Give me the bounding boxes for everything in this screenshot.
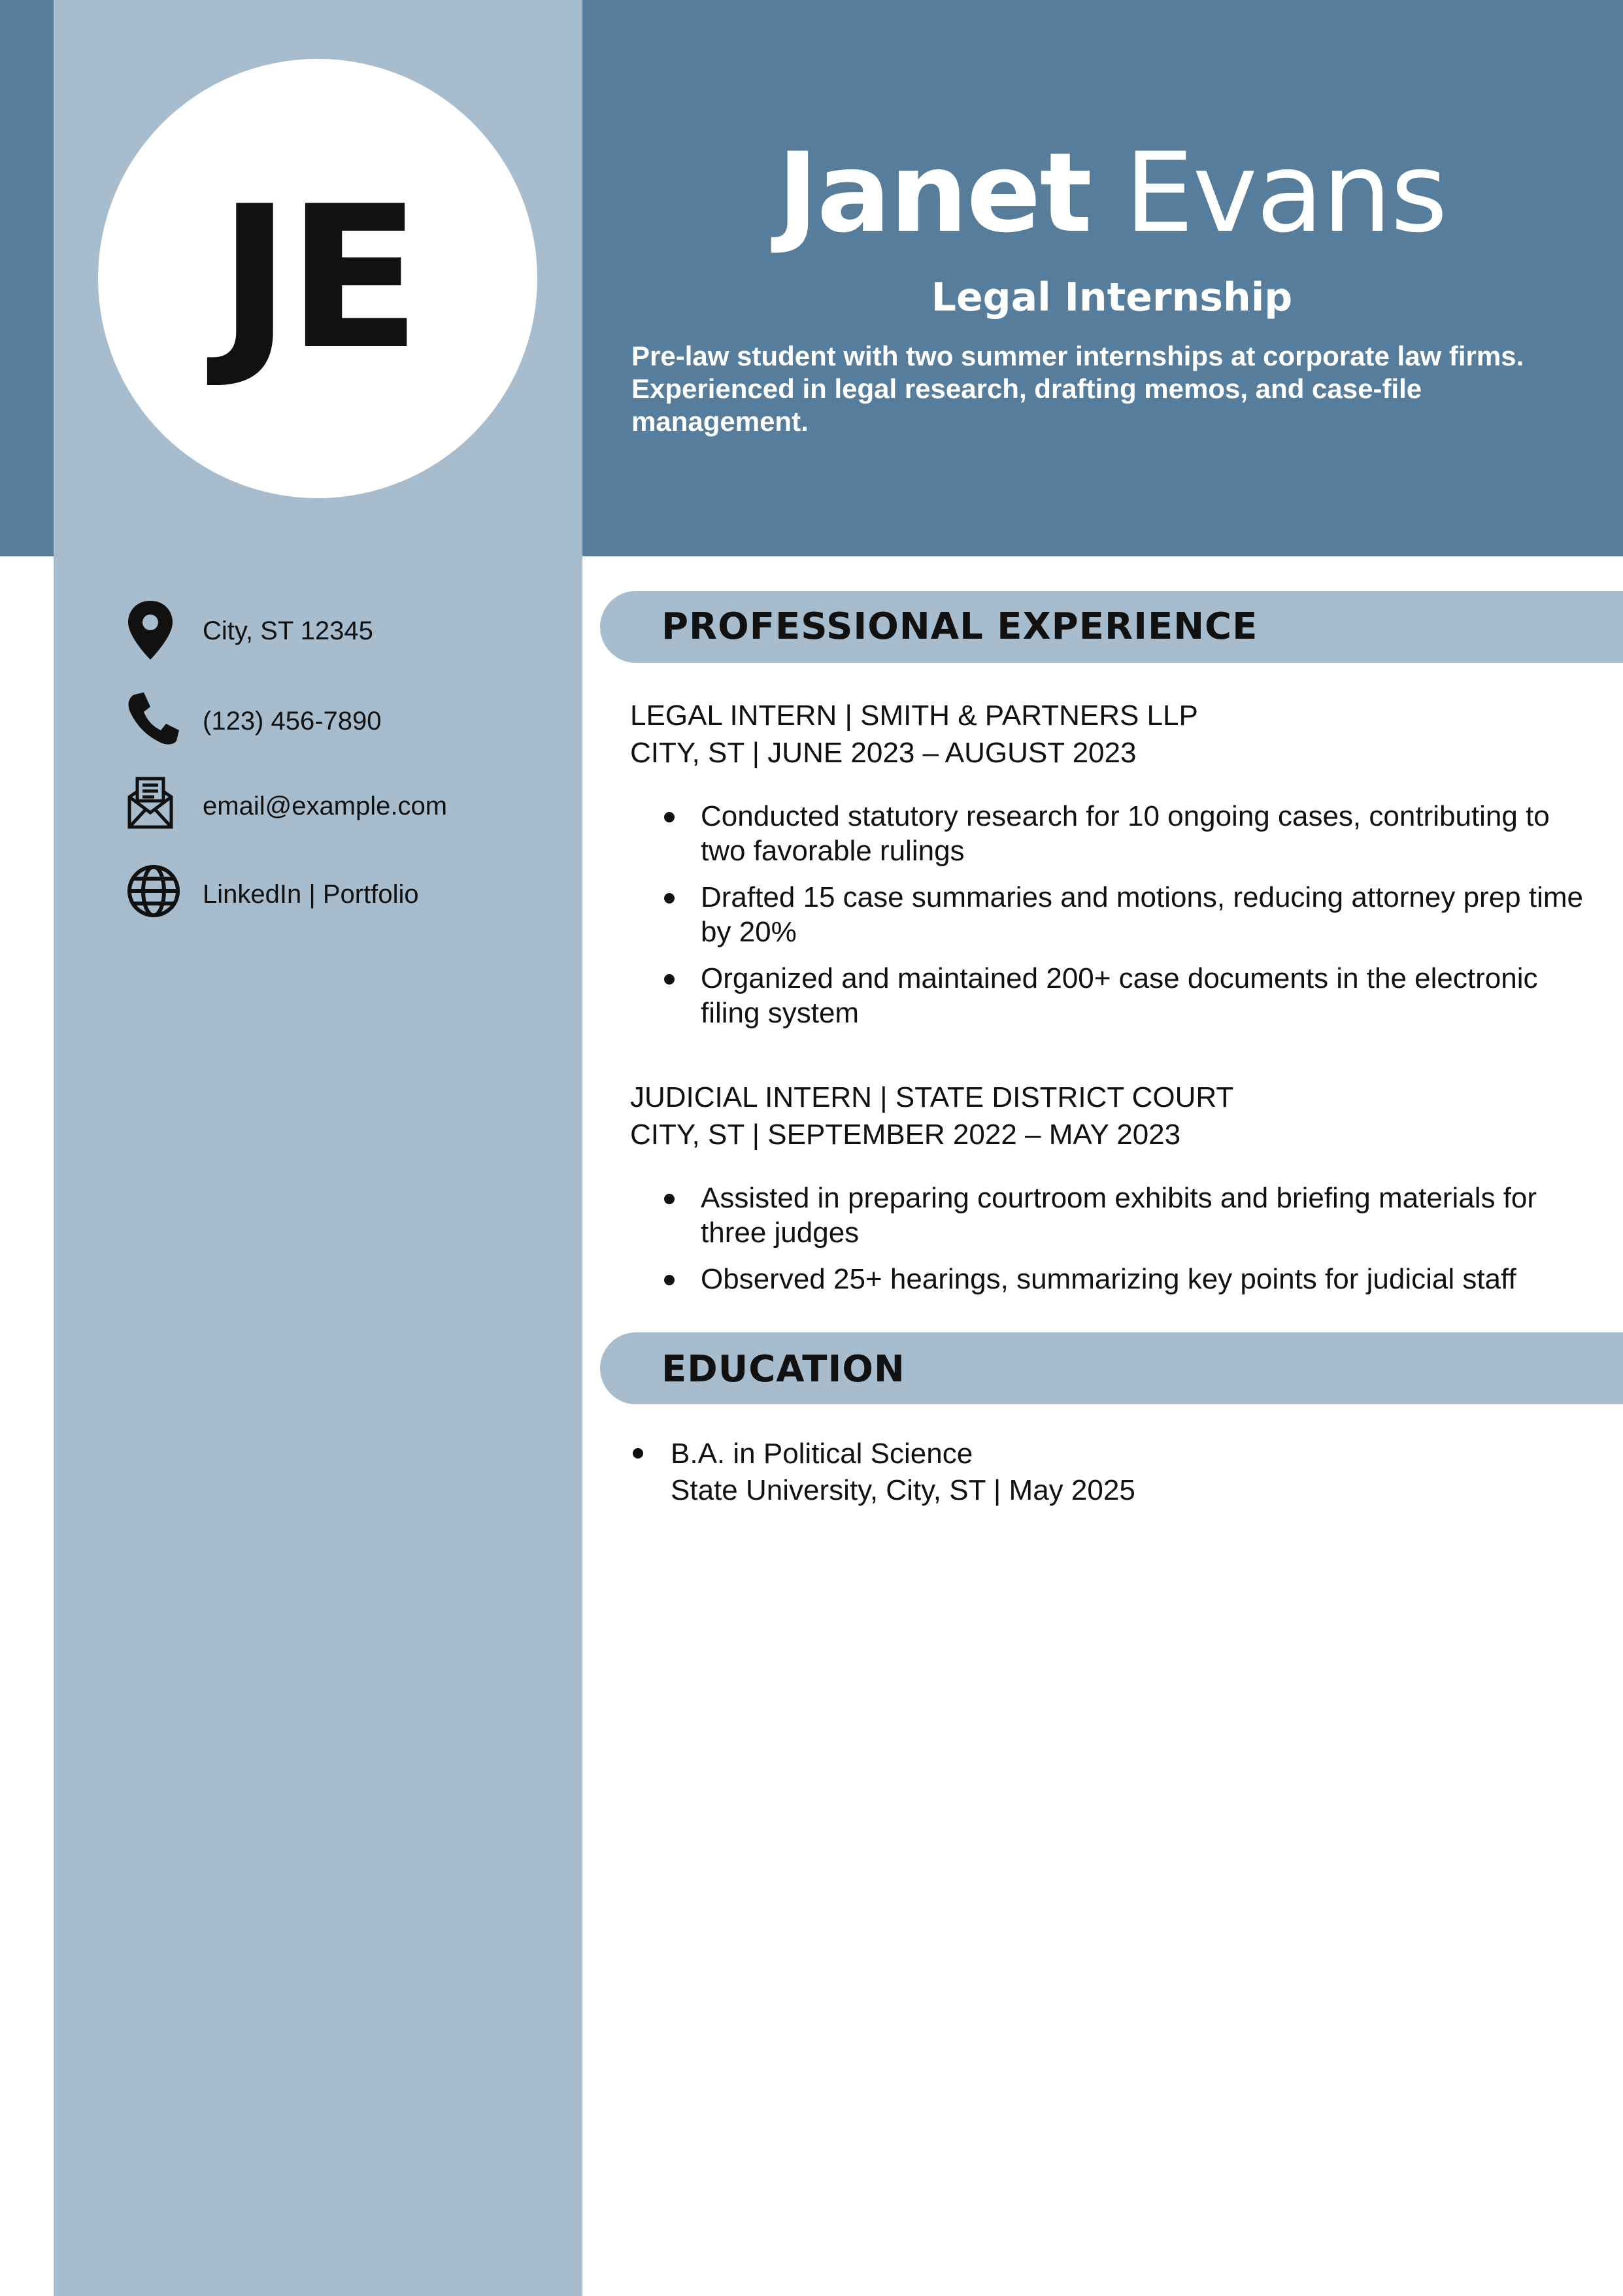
job-2-bullet: Assisted in preparing courtroom exhibits and briefing materials for three judges (701, 1181, 1586, 1250)
profile-summary: Pre-law student with two summer internships at corporate law firms. Experienced in legal research, drafting memos, and case-file management. (631, 341, 1524, 437)
monogram: JE (218, 164, 418, 392)
education-heading: EDUCATION (661, 1348, 905, 1391)
job-2-meta: CITY, ST | SEPTEMBER 2022 – MAY 2023 (630, 1119, 1181, 1151)
candidate-name (582, 127, 1623, 258)
phone-text: (123) 456-7890 (203, 707, 382, 735)
target-role: Legal Internship (931, 275, 1293, 320)
contact-location (124, 598, 562, 664)
last-name: Evans (1124, 129, 1447, 257)
job-2-bullet: Observed 25+ hearings, summarizing key points for judicial staff (701, 1262, 1586, 1296)
job-1-bullets (701, 799, 1586, 1042)
job-1-bullet: Conducted statutory research for 10 ongoing cases, contributing to two favorable rulings (701, 799, 1586, 868)
experience-heading: PROFESSIONAL EXPERIENCE (661, 605, 1258, 648)
contact-links (124, 862, 562, 927)
location-text: City, ST 12345 (203, 616, 373, 645)
header-left-band (0, 0, 54, 556)
globe-icon (124, 862, 183, 920)
job-2-title: JUDICIAL INTERN | STATE DISTRICT COURT (630, 1081, 1234, 1113)
education-detail: State University, City, ST | May 2025 (671, 1474, 1135, 1506)
job-1-title: LEGAL INTERN | SMITH & PARTNERS LLP (630, 700, 1198, 732)
job-2-bullets (701, 1181, 1586, 1308)
job-1-bullet: Organized and maintained 200+ case documents in the electronic filing system (701, 961, 1586, 1030)
education-bullet (633, 1448, 643, 1459)
location-pin-icon (124, 598, 176, 664)
links-text[interactable]: LinkedIn | Portfolio (203, 880, 419, 909)
education-degree: B.A. in Political Science (671, 1438, 973, 1470)
envelope-icon (124, 773, 176, 832)
email-text[interactable]: email@example.com (203, 792, 448, 820)
job-1-meta: CITY, ST | JUNE 2023 – AUGUST 2023 (630, 737, 1137, 769)
contact-email (124, 773, 562, 839)
job-1-bullet: Drafted 15 case summaries and motions, reducing attorney prep time by 20% (701, 880, 1586, 949)
contact-phone (124, 688, 562, 754)
phone-icon (124, 688, 183, 747)
first-name: Janet (777, 129, 1091, 257)
